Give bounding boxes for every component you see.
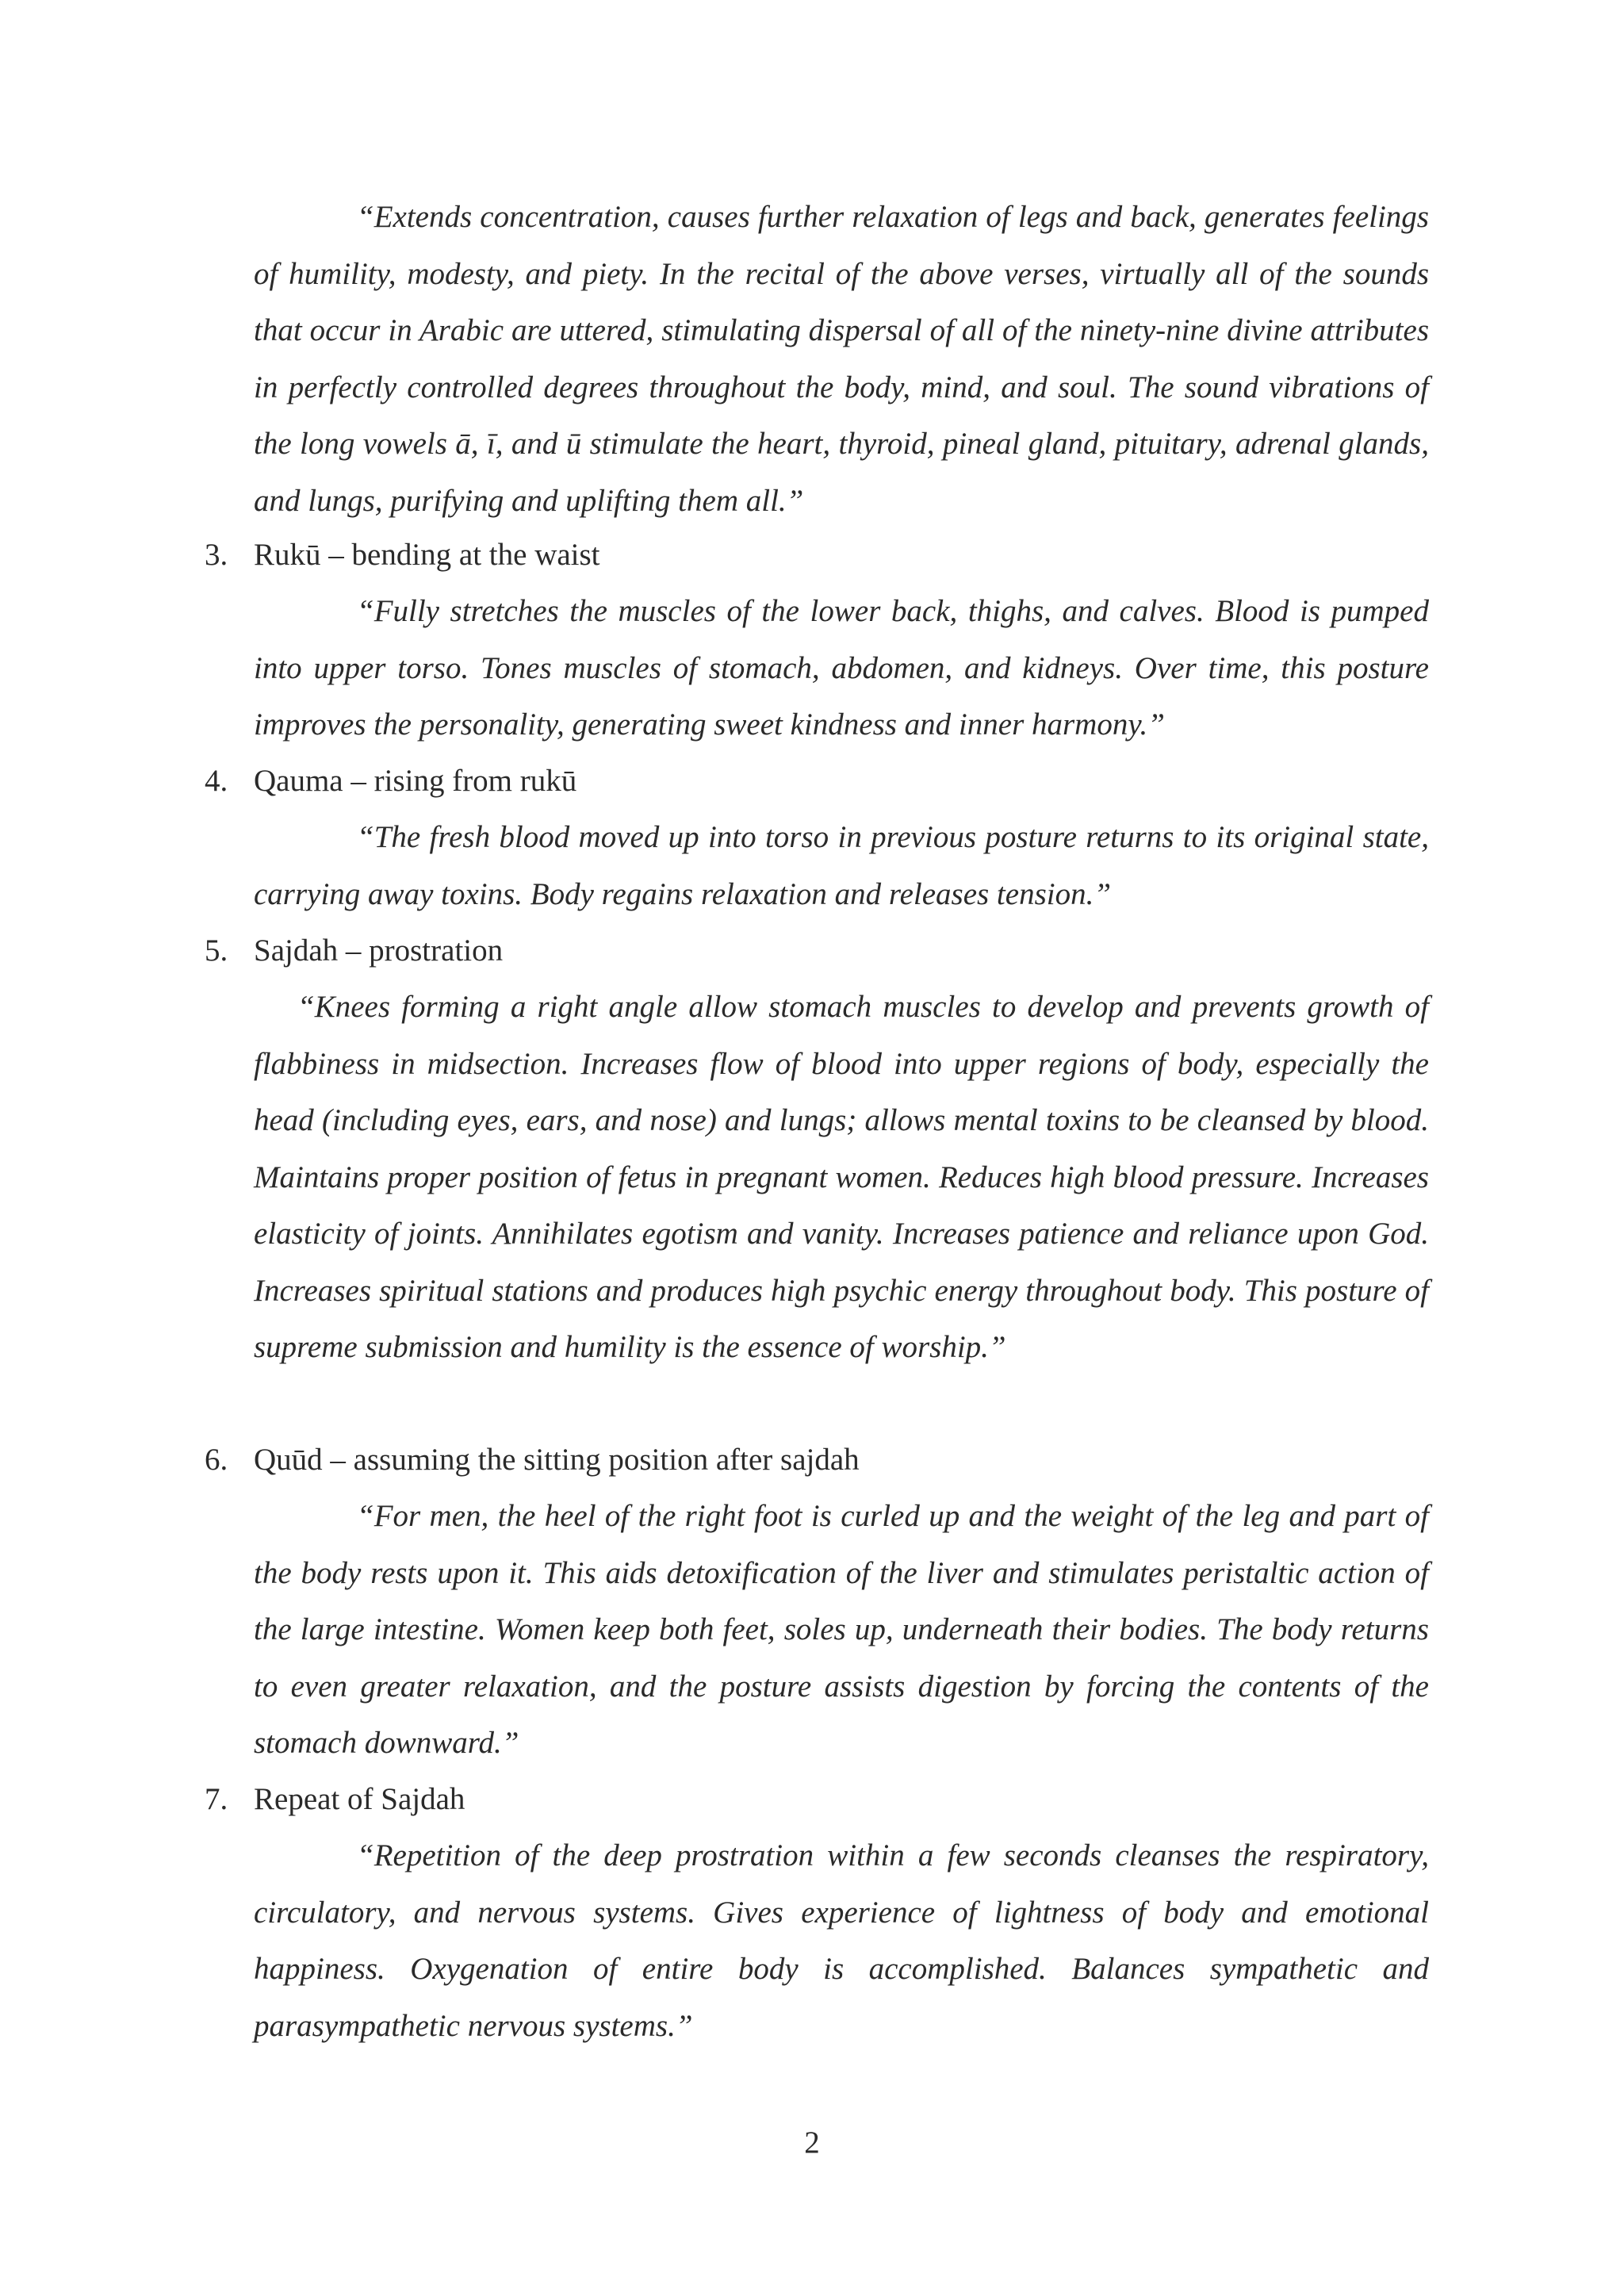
quote-paragraph: “Knees forming a right angle allow stomach muscles to develop and prevents growth of flabbiness in midsection. Increases flow of blood into upper regions of body, especially the head (including eyes, ears, and nose) and lungs; allows mental toxins to be cleansed by blood. Maintains proper position of fetus in pregnant women. Reduces high blood pressure. Increases elasticity of joints. Annihilates egotism and vanity. Increases patience and reliance upon God. Increases spiritual stations and produces high psychic energy throughout body. This posture of supreme submission and humility is the essence of worship.” bbox=[254, 990, 1429, 1364]
list-heading: Repeat of Sajdah bbox=[254, 1782, 465, 1816]
quote-paragraph: “Repetition of the deep prostration within a few seconds cleanses the respiratory, circulatory, and nervous systems. Gives experience of lightness of body and emotional happiness. Oxygenation of entire body is accomplished. Balances sympathetic and parasympathetic nervous systems.” bbox=[254, 1838, 1429, 2043]
list-number: 3. bbox=[205, 538, 228, 572]
list-item-7 bbox=[205, 1771, 465, 1828]
list-number: 7. bbox=[205, 1782, 228, 1816]
quote-paragraph-continued: “Extends concentration, causes further relaxation of legs and back, generates feelings of humility, modesty, and piety. In the recital of the above verses, virtually all of the sounds that occur in Arabic are uttered, stimulating dispersal of all of the ninety-nine divine attributes in perfectly controlled degrees throughout the body, mind, and soul. The sound vibrations of the long vowels ā, ī, and ū stimulate the heart, thyroid, pineal gland, pituitary, adrenal glands, and lungs, purifying and uplifting them all.” bbox=[254, 200, 1429, 518]
quote-paragraph: “The fresh blood moved up into torso in previous posture returns to its original state, carrying away toxins. Body regains relaxation and releases tension.” bbox=[254, 820, 1429, 911]
list-item-4 bbox=[205, 753, 576, 810]
list-heading: Rukū – bending at the waist bbox=[254, 538, 600, 572]
list-heading: Quūd – assuming the sitting position after sajdah bbox=[254, 1443, 860, 1477]
list-number: 5. bbox=[205, 933, 228, 968]
quote-paragraph: “Fully stretches the muscles of the lower back, thighs, and calves. Blood is pumped into upper torso. Tones muscles of stomach, abdomen, and kidneys. Over time, this posture improves the personality, generating sweet kindness and inner harmony.” bbox=[254, 594, 1429, 742]
quote-paragraph: “For men, the heel of the right foot is curled up and the weight of the leg and part of the body rests upon it. This aids detoxification of the liver and stimulates peristaltic action of the large intestine. Women keep both feet, soles up, underneath their bodies. The body returns to even greater relaxation, and the posture assists digestion by forcing the contents of the stomach downward.” bbox=[254, 1499, 1429, 1760]
list-heading: Qauma – rising from rukū bbox=[254, 764, 577, 798]
list-number: 4. bbox=[205, 764, 228, 798]
list-item-5 bbox=[205, 922, 503, 979]
list-item-3 bbox=[205, 527, 600, 584]
list-number: 6. bbox=[205, 1443, 228, 1477]
list-heading: Sajdah – prostration bbox=[254, 933, 504, 968]
page-number: 2 bbox=[804, 2125, 820, 2160]
list-item-6 bbox=[205, 1432, 860, 1489]
